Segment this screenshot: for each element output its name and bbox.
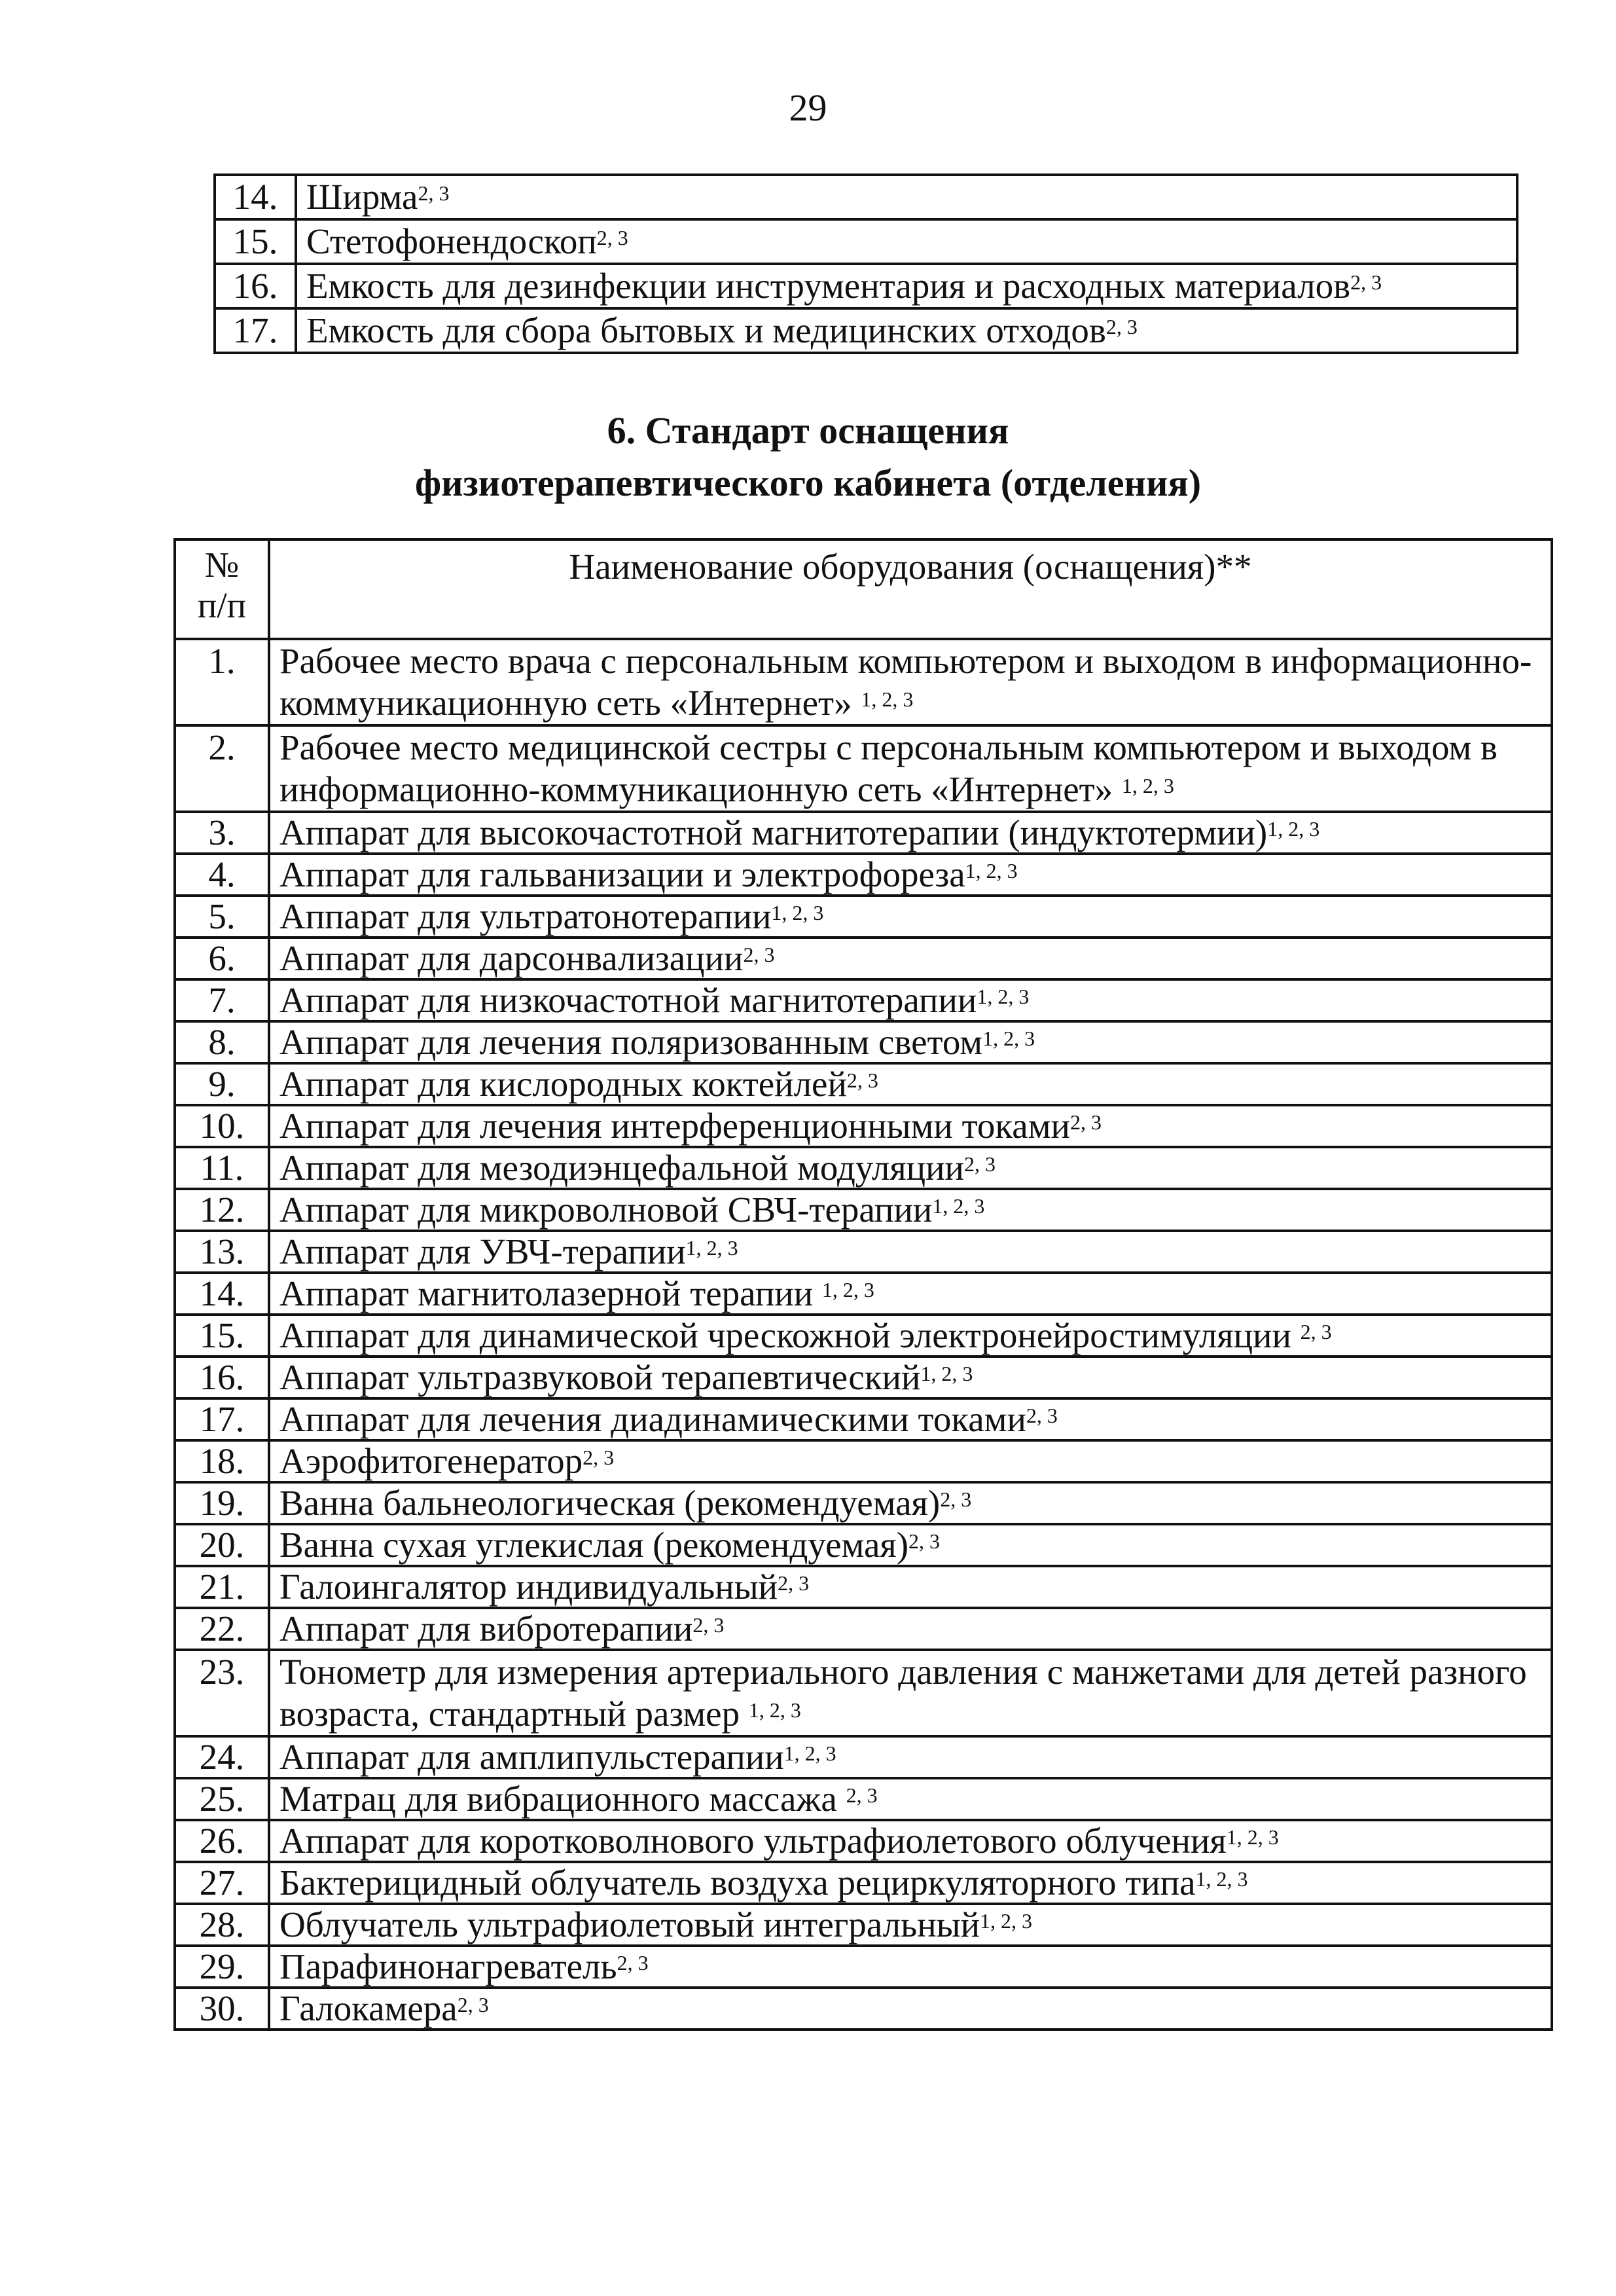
row-number: 30.	[175, 1988, 269, 2030]
footnote-marker: 2, 3	[846, 1783, 878, 1807]
equipment-name: Аппарат для низкочастотной магнитотерапии	[279, 980, 977, 1020]
equipment-name-cell	[269, 1650, 1552, 1736]
table-row	[175, 1273, 1552, 1315]
equipment-name-cell	[269, 1357, 1552, 1398]
table-row	[175, 1231, 1552, 1273]
footnote-marker: 1, 2, 3	[932, 1194, 985, 1218]
table-row	[175, 979, 1552, 1021]
equipment-name-cell	[269, 938, 1552, 979]
equipment-name: Аппарат для УВЧ-терапии	[279, 1231, 686, 1271]
table-row	[175, 938, 1552, 979]
table-row	[175, 1862, 1552, 1904]
equipment-name-cell	[269, 1231, 1552, 1273]
section-title	[0, 405, 1616, 509]
table-row	[215, 175, 1517, 219]
equipment-name: Парафинонагреватель	[279, 1946, 617, 1986]
equipment-name: Бактерицидный облучатель воздуха рециркуляторного типа	[279, 1863, 1196, 1903]
row-number: 23.	[175, 1650, 269, 1736]
row-number: 26.	[175, 1820, 269, 1862]
header-number-symbol: №	[204, 545, 240, 585]
table-row	[215, 308, 1517, 353]
footnote-marker: 1, 2, 3	[783, 1741, 836, 1765]
header-equipment-name: Наименование оборудования (оснащения)**	[269, 539, 1552, 639]
table-row	[175, 1778, 1552, 1820]
footnote-marker: 1, 2, 3	[821, 1278, 874, 1302]
equipment-name: Стетофонендоскоп	[306, 221, 597, 261]
equipment-name: Тонометр для измерения артериального давления с манжетами для детей разного возраста, стандартный размер	[279, 1652, 1527, 1734]
equipment-table-continued-body	[215, 175, 1517, 353]
footnote-marker: 2, 3	[1300, 1320, 1332, 1343]
physiotherapy-equipment-table-body	[175, 639, 1552, 2030]
row-number: 13.	[175, 1231, 269, 1273]
footnote-marker: 2, 3	[1105, 315, 1138, 338]
table-row	[175, 1189, 1552, 1231]
equipment-name-cell	[269, 1021, 1552, 1063]
footnote-marker: 1, 2, 3	[1121, 774, 1174, 797]
physiotherapy-equipment-table	[173, 538, 1553, 2031]
footnote-marker: 2, 3	[1069, 1110, 1102, 1134]
header-number-abbrev: п/п	[197, 585, 247, 625]
footnote-marker: 2, 3	[457, 1993, 489, 2016]
table-row	[215, 264, 1517, 308]
table-row	[175, 1904, 1552, 1946]
equipment-name: Аппарат для лечения интерференционными токами	[279, 1106, 1070, 1146]
row-number: 24.	[175, 1736, 269, 1778]
equipment-name-cell	[296, 175, 1517, 219]
equipment-name: Аппарат для микроволновой СВЧ-терапии	[279, 1190, 933, 1230]
equipment-name-cell	[269, 1988, 1552, 2030]
equipment-name-cell	[269, 854, 1552, 896]
footnote-marker: 2, 3	[940, 1487, 972, 1511]
table-row	[175, 1482, 1552, 1524]
equipment-name-cell	[296, 219, 1517, 264]
row-number: 3.	[175, 812, 269, 854]
row-number: 14.	[175, 1273, 269, 1315]
footnote-marker: 1, 2, 3	[920, 1362, 973, 1385]
equipment-name-cell	[269, 1946, 1552, 1988]
table-row	[175, 812, 1552, 854]
equipment-name-cell	[269, 1736, 1552, 1778]
table-row	[175, 1820, 1552, 1862]
equipment-name-cell	[269, 1273, 1552, 1315]
row-number: 5.	[175, 896, 269, 938]
table-row	[175, 896, 1552, 938]
equipment-name-cell	[269, 1608, 1552, 1650]
row-number: 28.	[175, 1904, 269, 1946]
footnote-marker: 1, 2, 3	[1226, 1825, 1279, 1849]
equipment-name-cell	[269, 1566, 1552, 1608]
equipment-name: Ванна сухая углекислая (рекомендуемая)	[279, 1525, 909, 1565]
equipment-name: Галокамера	[279, 1988, 458, 2028]
equipment-name: Аппарат для дарсонвализации	[279, 938, 744, 978]
row-number: 17.	[175, 1398, 269, 1440]
equipment-name-cell	[269, 725, 1552, 812]
equipment-name-cell	[269, 1482, 1552, 1524]
table-row	[175, 1021, 1552, 1063]
row-number: 15.	[215, 219, 296, 264]
equipment-name: Матрац для вибрационного массажа	[279, 1779, 846, 1819]
footnote-marker: 2, 3	[1026, 1404, 1058, 1427]
equipment-name: Аппарат для ультратонотерапии	[279, 896, 772, 936]
equipment-name: Емкость для дезинфекции инструментария и расходных материалов	[306, 266, 1351, 306]
footnote-marker: 1, 2, 3	[748, 1698, 801, 1722]
row-number: 14.	[215, 175, 296, 219]
table-row	[175, 1650, 1552, 1736]
equipment-name: Рабочее место медицинской сестры с персональным компьютером и выходом в информационно-коммуникационную сеть «Интернет»	[279, 727, 1498, 809]
equipment-name: Аппарат для вибротерапии	[279, 1609, 693, 1649]
equipment-name: Аппарат для коротковолнового ультрафиолетового облучения	[279, 1821, 1227, 1861]
equipment-name-cell	[296, 308, 1517, 353]
equipment-name-cell	[269, 1315, 1552, 1357]
equipment-name: Аппарат магнитолазерной терапии	[279, 1273, 822, 1313]
footnote-marker: 1, 2, 3	[965, 859, 1018, 883]
section-title-line-2: физиотерапевтического кабинета (отделения)	[414, 462, 1202, 504]
equipment-name: Емкость для сбора бытовых и медицинских отходов	[306, 310, 1106, 350]
row-number: 18.	[175, 1440, 269, 1482]
row-number: 2.	[175, 725, 269, 812]
footnote-marker: 2, 3	[846, 1068, 878, 1092]
footnote-marker: 2, 3	[963, 1152, 996, 1176]
footnote-marker: 2, 3	[596, 226, 628, 249]
table-row	[175, 1357, 1552, 1398]
equipment-name: Аппарат для амплипульстерапии	[279, 1737, 784, 1777]
equipment-name: Аппарат для высокочастотной магнитотерапии (индуктотермии)	[279, 812, 1268, 852]
equipment-name: Аппарат для кислородных коктейлей	[279, 1064, 847, 1104]
row-number: 6.	[175, 938, 269, 979]
table-row	[175, 725, 1552, 812]
equipment-name: Галоингалятор индивидуальный	[279, 1567, 778, 1607]
table-header-row	[175, 539, 1552, 639]
footnote-marker: 1, 2, 3	[1195, 1867, 1248, 1891]
row-number: 15.	[175, 1315, 269, 1357]
row-number: 7.	[175, 979, 269, 1021]
footnote-marker: 1, 2, 3	[982, 1027, 1035, 1050]
footnote-marker: 2, 3	[617, 1951, 649, 1975]
row-number: 10.	[175, 1105, 269, 1147]
table-row	[175, 1566, 1552, 1608]
footnote-marker: 1, 2, 3	[861, 687, 914, 711]
row-number: 17.	[215, 308, 296, 353]
footnote-marker: 1, 2, 3	[977, 985, 1030, 1008]
footnote-marker: 2, 3	[908, 1529, 941, 1553]
equipment-name: Рабочее место врача с персональным компьютером и выходом в информационно-коммуникационную сеть «Интернет»	[279, 641, 1532, 723]
table-row	[175, 1315, 1552, 1357]
equipment-name: Аппарат для динамической чрескожной электронейростимуляции	[279, 1315, 1301, 1355]
equipment-name: Ванна бальнеологическая (рекомендуемая)	[279, 1483, 941, 1523]
equipment-name: Аппарат для гальванизации и электрофореза	[279, 854, 965, 894]
table-row	[175, 1988, 1552, 2030]
table-row	[175, 1398, 1552, 1440]
equipment-name-cell	[269, 1147, 1552, 1189]
equipment-name: Ширма	[306, 177, 418, 217]
row-number: 27.	[175, 1862, 269, 1904]
equipment-table-continued	[213, 173, 1518, 354]
table-row	[175, 1105, 1552, 1147]
equipment-name-cell	[269, 1105, 1552, 1147]
row-number: 20.	[175, 1524, 269, 1566]
equipment-name-cell	[269, 1398, 1552, 1440]
footnote-marker: 1, 2, 3	[1267, 817, 1320, 841]
row-number: 16.	[215, 264, 296, 308]
equipment-name-cell	[296, 264, 1517, 308]
section-title-line-1: 6. Стандарт оснащения	[607, 409, 1009, 452]
footnote-marker: 2, 3	[743, 943, 775, 966]
row-number: 22.	[175, 1608, 269, 1650]
footnote-marker: 1, 2, 3	[980, 1909, 1033, 1933]
footnote-marker: 2, 3	[778, 1571, 810, 1595]
equipment-name: Аппарат ультразвуковой терапевтический	[279, 1357, 921, 1397]
row-number: 29.	[175, 1946, 269, 1988]
table-row	[175, 639, 1552, 725]
equipment-name: Аппарат для лечения диадинамическими токами	[279, 1399, 1026, 1439]
row-number: 21.	[175, 1566, 269, 1608]
equipment-name-cell	[269, 1862, 1552, 1904]
row-number: 12.	[175, 1189, 269, 1231]
table-row	[215, 219, 1517, 264]
equipment-name: Облучатель ультрафиолетовый интегральный	[279, 1904, 980, 1944]
equipment-name-cell	[269, 1778, 1552, 1820]
equipment-name: Аппарат для лечения поляризованным светом	[279, 1022, 983, 1062]
equipment-name-cell	[269, 896, 1552, 938]
equipment-name-cell	[269, 812, 1552, 854]
row-number: 1.	[175, 639, 269, 725]
row-number: 16.	[175, 1357, 269, 1398]
equipment-name-cell	[269, 979, 1552, 1021]
footnote-marker: 1, 2, 3	[685, 1236, 738, 1260]
page-number: 29	[789, 86, 827, 129]
table-row	[175, 854, 1552, 896]
header-number-cell	[175, 539, 269, 639]
row-number: 11.	[175, 1147, 269, 1189]
table-row	[175, 1608, 1552, 1650]
row-number: 4.	[175, 854, 269, 896]
equipment-name-cell	[269, 1189, 1552, 1231]
equipment-name-cell	[269, 1524, 1552, 1566]
row-number: 19.	[175, 1482, 269, 1524]
table-row	[175, 1440, 1552, 1482]
equipment-name: Аппарат для мезодиэнцефальной модуляции	[279, 1148, 964, 1188]
row-number: 8.	[175, 1021, 269, 1063]
footnote-marker: 2, 3	[1350, 270, 1382, 294]
equipment-name-cell	[269, 639, 1552, 725]
equipment-name: Аэрофитогенератор	[279, 1441, 583, 1481]
footnote-marker: 2, 3	[583, 1446, 615, 1469]
footnote-marker: 1, 2, 3	[771, 901, 824, 924]
row-number: 25.	[175, 1778, 269, 1820]
row-number: 9.	[175, 1063, 269, 1105]
table-row	[175, 1524, 1552, 1566]
footnote-marker: 2, 3	[692, 1613, 725, 1637]
table-row	[175, 1736, 1552, 1778]
footnote-marker: 2, 3	[418, 181, 450, 205]
equipment-name-cell	[269, 1904, 1552, 1946]
table-row	[175, 1946, 1552, 1988]
equipment-name-cell	[269, 1440, 1552, 1482]
equipment-name-cell	[269, 1820, 1552, 1862]
equipment-name-cell	[269, 1063, 1552, 1105]
table-row	[175, 1147, 1552, 1189]
table-row	[175, 1063, 1552, 1105]
